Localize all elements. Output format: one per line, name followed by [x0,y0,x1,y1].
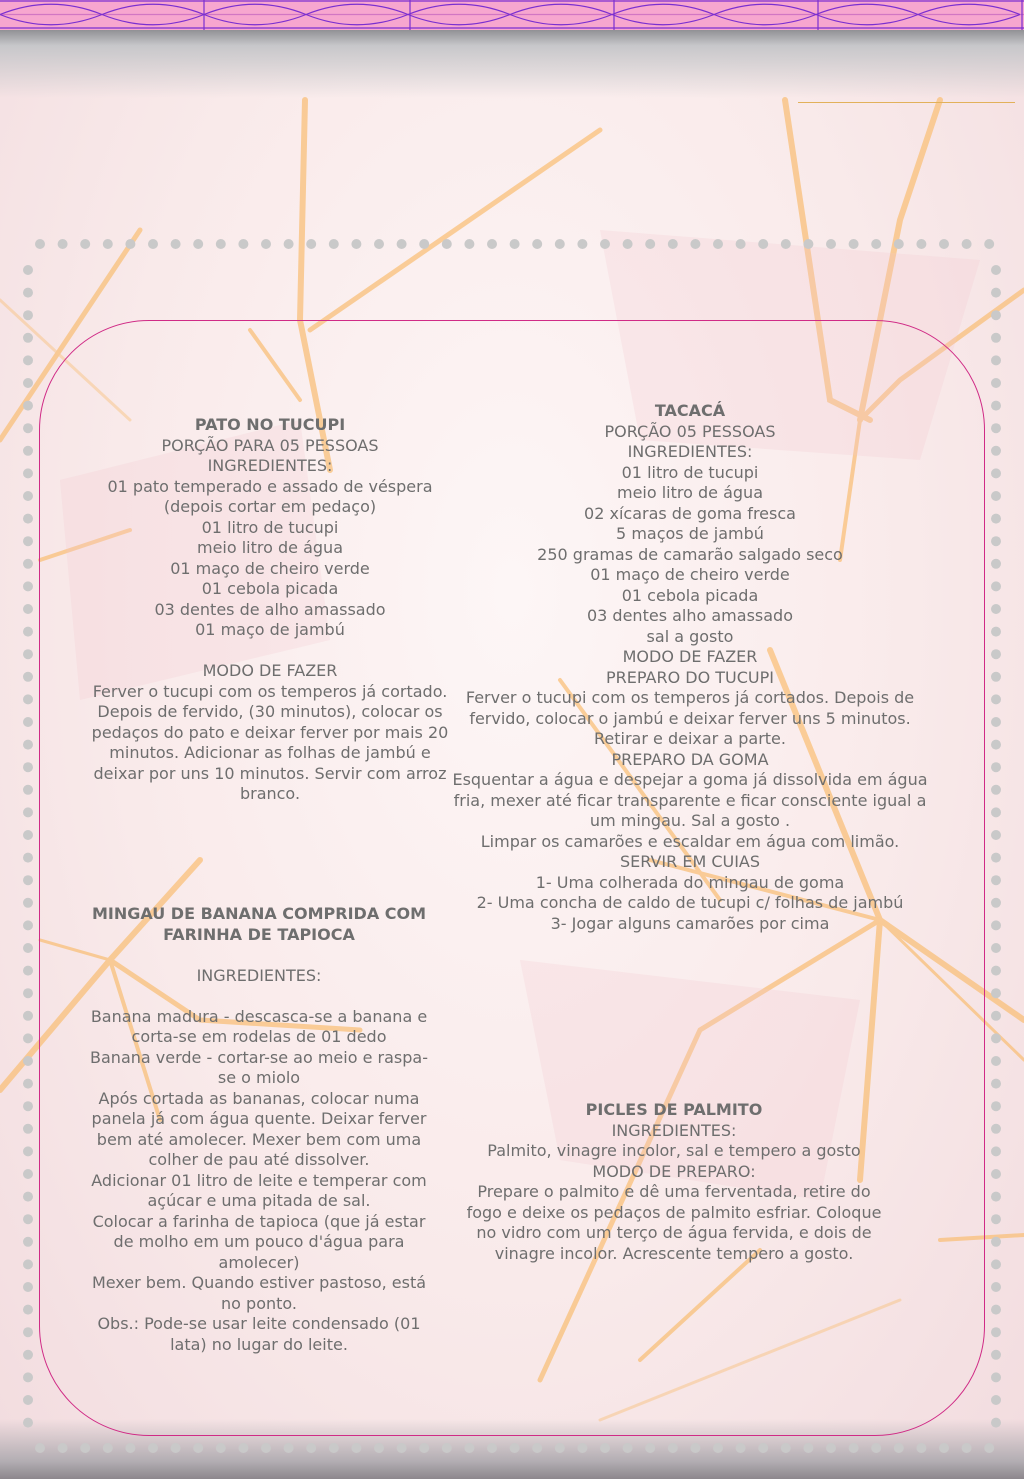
border-dot [23,853,33,863]
recipe-line: sal a gosto [646,626,734,646]
border-dot [991,672,1001,682]
border-dot [125,239,135,249]
border-dot [991,740,1001,750]
border-dot [148,1443,158,1453]
border-dot [991,853,1001,863]
border-dot [984,239,994,249]
border-dot [758,1443,768,1453]
border-dot [23,1327,33,1337]
recipe-line: 2- Uma concha de caldo de tucupi c/ folhas de jambú [476,893,904,912]
border-dot [991,423,1001,433]
border-dot [803,1443,813,1453]
recipe-line: 03 dentes de alho amassado [154,599,386,619]
border-dot [962,1443,972,1453]
recipe-line: Colocar a farinha de tapioca (que já estar de molho em um pouco d'água para amolecer) [92,1211,426,1272]
recipe-line: Palmito, vinagre incolor, sal e tempero a gosto [487,1141,861,1160]
border-dot [329,1443,339,1453]
border-dot [991,966,1001,976]
recipe-title: TACACÁ [654,401,726,420]
border-dot [306,1443,316,1453]
border-dot [306,239,316,249]
border-dot [991,288,1001,298]
border-dot [991,1214,1001,1224]
border-dot [510,239,520,249]
recipe-line: 01 pato temperado e assado de véspera (depois cortar em pedaço) [107,476,433,516]
border-dot [261,239,271,249]
recipe-line: 01 cebola picada [201,579,339,598]
spacer [86,641,454,662]
border-dot [374,1443,384,1453]
recipe-line: SERVIR EM CUIAS [619,852,761,871]
border-dot [23,288,33,298]
border-dot [532,239,542,249]
recipe-line: 01 maço de cheiro verde [590,565,790,584]
border-dot [487,239,497,249]
recipe-line: meio litro de água [196,538,343,557]
border-dot [991,627,1001,637]
border-dot [419,239,429,249]
border-dot [916,1443,926,1453]
border-dot [216,239,226,249]
border-dot [80,239,90,249]
recipe-line: Mexer bem. Quando estiver pastoso, está no ponto. [91,1273,427,1313]
border-dot [781,239,791,249]
border-dot [238,1443,248,1453]
border-dot [736,1443,746,1453]
border-dot [148,239,158,249]
border-dot [23,1418,33,1428]
border-dot [23,604,33,614]
recipe-line: 01 maço de cheiro verde [170,558,370,578]
border-dot [991,830,1001,840]
border-dot [23,1192,33,1202]
border-dot [23,875,33,885]
border-dot [23,649,33,659]
border-dot [284,1443,294,1453]
border-dot [23,446,33,456]
border-dot [991,1169,1001,1179]
border-dot [23,1282,33,1292]
border-dot [962,239,972,249]
border-dot [510,1443,520,1453]
border-dot [23,898,33,908]
border-dot [23,627,33,637]
border-dot [351,1443,361,1453]
border-dot [623,1443,633,1453]
border-dot [991,1305,1001,1315]
border-dot [23,514,33,524]
border-dot [23,943,33,953]
border-dot [991,785,1001,795]
border-dot [23,762,33,772]
border-dot [23,1214,33,1224]
border-dot [826,1443,836,1453]
recipe-line: PREPARO DO TUCUPI [606,667,774,687]
border-dot [23,1395,33,1405]
border-dot [35,239,45,249]
border-dot [23,920,33,930]
border-dot [23,785,33,795]
spacer [84,945,434,966]
border-dot [991,943,1001,953]
border-dot [991,310,1001,320]
border-dot [329,239,339,249]
border-dot [103,239,113,249]
recipe-line: 01 cebola picada [621,585,759,605]
border-dot [991,1079,1001,1089]
border-dot [991,1146,1001,1156]
border-dot [23,1146,33,1156]
recipe-line: MODO DE FAZER [622,647,758,666]
border-dot [261,1443,271,1453]
border-dot [991,807,1001,817]
border-dot [991,920,1001,930]
border-dot [991,514,1001,524]
border-dot [991,536,1001,546]
border-dot [23,1033,33,1043]
border-dot [193,239,203,249]
border-dot [58,239,68,249]
border-dot [442,239,452,249]
border-dot [690,1443,700,1453]
border-dot [871,239,881,249]
method-heading: MODO DE FAZER [202,661,338,680]
border-dot [991,1192,1001,1202]
border-dot [984,1443,994,1453]
recipe-line: 3- Jogar alguns camarões por cima [550,913,830,933]
recipe-line: Ferver o tucupi com os temperos já cortados. Depois de fervido, colocar o jambú e deixar ferver uns 5 minutos. [465,688,915,728]
border-dot [351,239,361,249]
border-dot [894,239,904,249]
border-dot [991,875,1001,885]
border-dot [849,239,859,249]
border-dot [23,265,33,275]
border-dot [80,1443,90,1453]
recipe-line: 01 maço de jambú [195,620,345,639]
recipe-tacaca [440,401,940,934]
border-dot [555,239,565,249]
border-dot [58,1443,68,1453]
recipe-line: Após cortada as bananas, colocar numa panela já com água quente. Deixar ferver bem até amolecer. Mexer bem com uma colher de pau até dissolver. [91,1088,427,1169]
border-dot [991,581,1001,591]
recipe-line: Limpar os camarões e escaldar em água com limão. [480,831,900,851]
border-dot [464,239,474,249]
border-dot [991,401,1001,411]
border-dot [419,1443,429,1453]
border-dot [532,1443,542,1453]
border-dot [23,378,33,388]
border-dot [577,239,587,249]
border-dot [894,1443,904,1453]
border-dot [23,1350,33,1360]
spacer [84,986,434,1007]
recipe-line: 1- Uma colherada do mingau de goma [535,872,845,892]
border-dot [555,1443,565,1453]
border-dot [23,830,33,840]
border-dot [991,1372,1001,1382]
border-dot [125,1443,135,1453]
recipe-line: PREPARO DA GOMA [611,749,769,769]
border-dot [23,468,33,478]
border-dot [991,446,1001,456]
recipe-line: Esquentar a água e despejar a goma já dissolvida em água fria, mexer até ficar transparente e ficar consciente igual a um mingau. Sal a gosto . [452,770,928,830]
recipe-title: MINGAU DE BANANA COMPRIDA COM FARINHA DE TAPIOCA [91,904,427,944]
recipe-title: PICLES DE PALMITO [585,1100,763,1119]
border-dot [23,740,33,750]
recipe-line: 01 litro de tucupi [621,462,759,482]
border-dot [23,491,33,501]
border-dot [284,239,294,249]
method-text: Ferver o tucupi com os temperos já cortado. Depois de fervido, (30 minutos), colocar os pedaços do pato e deixar ferver por mais 20 minutos. Adicionar as folhas de jambú e deixar por uns 10 minutos. Servir com arroz branco. [91,681,449,803]
border-dot [23,988,33,998]
border-dot [487,1443,497,1453]
border-dot [991,898,1001,908]
recipe-line: Adicionar 01 litro de leite e temperar com açúcar e uma pitada de sal. [91,1170,427,1210]
border-dot [23,807,33,817]
border-dot [991,1418,1001,1428]
recipe-line: Retirar e deixar a parte. [594,729,786,748]
border-dot [23,1169,33,1179]
border-dot [23,1079,33,1089]
border-dot [758,239,768,249]
border-dot [23,310,33,320]
border-dot [600,1443,610,1453]
border-dot [991,1350,1001,1360]
border-dot [464,1443,474,1453]
recipe-line: PORÇÃO 05 PESSOAS [604,421,776,441]
border-dot [991,355,1001,365]
border-dot [645,239,655,249]
recipe-line: INGREDIENTES: [627,442,753,461]
recipe-picles-de-palmito [466,1100,882,1264]
border-dot [23,1124,33,1134]
border-dot [623,239,633,249]
recipe-pato-no-tucupi [86,415,454,805]
recipe-line: Prepare o palmito e dê uma ferventada, retire do fogo e deixe os pedaços de palmito esfriar. Coloque no vidro com um terço de água fervida, e dois de vinagre incolor. Acrescente tempero a gosto. [466,1182,882,1263]
border-dot [991,1237,1001,1247]
border-dot [668,239,678,249]
border-dot [991,1056,1001,1066]
border-dot [442,1443,452,1453]
border-dot [23,1305,33,1315]
border-dot [645,1443,655,1453]
border-dot [991,1124,1001,1134]
border-dot [991,1395,1001,1405]
border-dot [991,468,1001,478]
border-dot [991,604,1001,614]
border-dot [23,694,33,704]
recipe-line: INGREDIENTES: [207,456,333,475]
recipe-line: 5 maços de jambú [616,524,764,543]
recipe-line: PORÇÃO PARA 05 PESSOAS [161,435,379,455]
ingredients-heading: INGREDIENTES: [196,965,322,985]
border-dot [736,239,746,249]
border-dot [171,1443,181,1453]
border-dot [916,239,926,249]
border-dot [991,559,1001,569]
border-dot [238,239,248,249]
border-dot [849,1443,859,1453]
border-dot [991,1033,1001,1043]
border-dot [991,333,1001,343]
border-dot [171,239,181,249]
recipe-line: Obs.: Pode-se usar leite condensado (01 lata) no lugar do leite. [97,1314,421,1354]
border-dot [374,239,384,249]
border-dot [23,355,33,365]
border-dot [23,536,33,546]
border-dot [939,1443,949,1453]
recipe-line: 03 dentes alho amassado [586,606,793,625]
recipe-mingau-de-banana [84,904,434,1355]
border-dot [397,239,407,249]
recipe-line: Banana madura - descasca-se a banana e corta-se em rodelas de 01 dedo [90,1006,428,1046]
border-dot [991,1282,1001,1292]
border-dot [23,1056,33,1066]
border-dot [577,1443,587,1453]
border-dot [991,988,1001,998]
recipe-title: PATO NO TUCUPI [194,415,346,434]
border-dot [23,1259,33,1269]
recipe-line: Banana verde - cortar-se ao meio e raspa-se o miolo [90,1047,428,1087]
border-dot [23,672,33,682]
border-dot [668,1443,678,1453]
border-dot [871,1443,881,1453]
border-dot [713,1443,723,1453]
recipe-line: 01 litro de tucupi [201,517,339,537]
border-dot [991,762,1001,772]
border-dot [991,265,1001,275]
border-dot [991,694,1001,704]
border-dot [991,1259,1001,1269]
recipe-line: meio litro de água [616,483,763,502]
recipe-line: 250 gramas de camarão salgado seco [537,544,843,564]
recipe-line: 02 xícaras de goma fresca [584,503,796,523]
border-dot [690,239,700,249]
border-dot [23,423,33,433]
border-dot [781,1443,791,1453]
border-dot [23,1372,33,1382]
border-dot [826,239,836,249]
border-dot [991,1011,1001,1021]
border-dot [600,239,610,249]
border-dot [23,401,33,411]
border-dot [991,1327,1001,1337]
border-dot [397,1443,407,1453]
border-dot [23,333,33,343]
border-dot [23,559,33,569]
border-dot [23,1101,33,1111]
border-dot [23,966,33,976]
border-dot [991,378,1001,388]
border-dot [103,1443,113,1453]
border-dot [713,239,723,249]
recipe-line: MODO DE PREPARO: [592,1161,756,1181]
border-dot [23,1011,33,1021]
border-dot [991,717,1001,727]
border-dot [23,717,33,727]
border-dot [35,1443,45,1453]
border-dot [216,1443,226,1453]
border-dot [991,491,1001,501]
border-dot [939,239,949,249]
recipe-line: INGREDIENTES: [611,1120,737,1140]
border-dot [803,239,813,249]
border-dot [991,649,1001,659]
border-dot [991,1101,1001,1111]
border-dot [23,1237,33,1247]
border-dot [23,581,33,591]
border-dot [193,1443,203,1453]
